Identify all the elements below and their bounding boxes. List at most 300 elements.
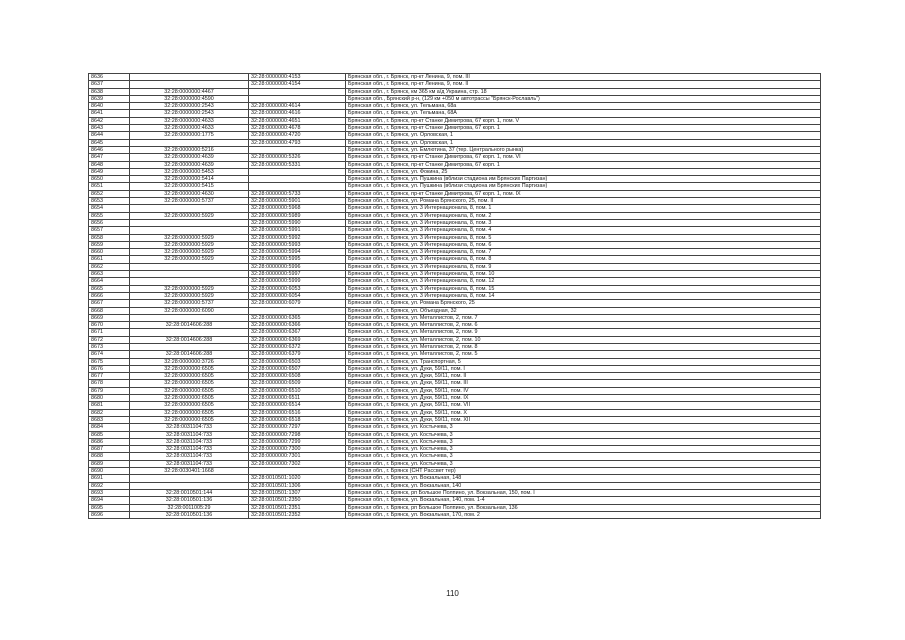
address-cell: Брянская обл., г. Брянск, ул. Романа Брянского, 25 xyxy=(346,300,821,307)
table-row xyxy=(89,468,821,475)
table-row xyxy=(89,351,821,358)
cadastral-number-cell: 32:28:0000000:1775 xyxy=(130,132,249,139)
table-row xyxy=(89,183,821,190)
row-number-cell: 8651 xyxy=(89,183,130,190)
row-number-cell: 8640 xyxy=(89,103,130,110)
object-cadastral-number-cell: 32:28:0000000:5326 xyxy=(249,154,346,161)
row-number-cell: 8654 xyxy=(89,205,130,212)
cadastral-number-cell: 32:28:0031104:733 xyxy=(130,438,249,445)
object-cadastral-number-cell: 32:28:0000000:4616 xyxy=(249,110,346,117)
row-number-cell: 8642 xyxy=(89,117,130,124)
row-number-cell: 8665 xyxy=(89,285,130,292)
object-cadastral-number-cell: 32:28:0000000:6379 xyxy=(249,351,346,358)
row-number-cell: 8696 xyxy=(89,511,130,518)
address-cell: Брянская обл., г. Брянск, ул. Тельмана, 68А xyxy=(346,110,821,117)
cadastral-number-cell: 32:28:0031104:733 xyxy=(130,446,249,453)
table-row xyxy=(89,278,821,285)
address-cell: Брянская обл., г. Брянск, пр-кт Станке Димитрова, 67 корп. 1 xyxy=(346,161,821,168)
cadastral-number-cell: 32:28:0010501:136 xyxy=(130,511,249,518)
table-row xyxy=(89,307,821,314)
table-row xyxy=(89,373,821,380)
row-number-cell: 8684 xyxy=(89,424,130,431)
object-cadastral-number-cell: 32:28:0000000:6367 xyxy=(249,329,346,336)
cadastral-number-cell: 32:28:0011005:29 xyxy=(130,504,249,511)
cadastral-number-cell: 32:28:0000000:4639 xyxy=(130,161,249,168)
table-row xyxy=(89,416,821,423)
cadastral-number-cell: 32:28:0000000:4590 xyxy=(130,95,249,102)
object-cadastral-number-cell xyxy=(249,88,346,95)
table-row xyxy=(89,329,821,336)
address-cell: Брянская обл., г. Брянск, ул. 3 Интернационала, 8, пом. 9 xyxy=(346,263,821,270)
object-cadastral-number-cell: 32:28:0000000:5331 xyxy=(249,161,346,168)
cadastral-number-cell: 32:28:0000000:5737 xyxy=(130,300,249,307)
row-number-cell: 8678 xyxy=(89,380,130,387)
address-cell: Брянская обл., г. Брянск, ул. Дуки, 59/11, пом. X xyxy=(346,409,821,416)
cadastral-number-cell: 32:28:0000000:6505 xyxy=(130,416,249,423)
address-cell: Брянская обл., г. Брянск, ул. 3 Интернационала, 8, пом. 12 xyxy=(346,278,821,285)
address-cell: Брянская обл., г. Брянск, ул. Металлистов, 2, пом. 5 xyxy=(346,351,821,358)
cadastral-number-cell: 32:28:0000000:5929 xyxy=(130,256,249,263)
cadastral-number-cell: 32:28:0000000:4633 xyxy=(130,125,249,132)
object-cadastral-number-cell: 32:28:0000000:4154 xyxy=(249,81,346,88)
table-row xyxy=(89,424,821,431)
table-row xyxy=(89,234,821,241)
cadastral-number-cell xyxy=(130,314,249,321)
address-cell: Брянская обл., г. Брянск, ул. 3 Интернационала, 8, пом. 2 xyxy=(346,212,821,219)
table-row xyxy=(89,489,821,496)
object-cadastral-number-cell: 32:28:0000000:5995 xyxy=(249,256,346,263)
object-cadastral-number-cell xyxy=(249,468,346,475)
cadastral-number-cell: 32:28:0031104:733 xyxy=(130,460,249,467)
address-cell: Брянская обл., г. Брянск, ул. Тельмана, 68а xyxy=(346,103,821,110)
object-cadastral-number-cell: 32:28:0000000:5993 xyxy=(249,241,346,248)
row-number-cell: 8677 xyxy=(89,373,130,380)
address-cell: Брянская обл., г. Брянск, ул. Металлистов, 2, пом. 6 xyxy=(346,322,821,329)
cadastral-number-cell: 32:28:0000000:5453 xyxy=(130,168,249,175)
row-number-cell: 8647 xyxy=(89,154,130,161)
object-cadastral-number-cell: 32:28:0000000:7300 xyxy=(249,446,346,453)
table-row xyxy=(89,358,821,365)
object-cadastral-number-cell xyxy=(249,183,346,190)
address-cell: Брянская обл., г. Брянск, ул. 3 Интернационала, 8, пом. 14 xyxy=(346,292,821,299)
cadastral-number-cell xyxy=(130,81,249,88)
object-cadastral-number-cell: 32:28:0000000:4793 xyxy=(249,139,346,146)
object-cadastral-number-cell xyxy=(249,176,346,183)
table-row xyxy=(89,292,821,299)
row-number-cell: 8671 xyxy=(89,329,130,336)
cadastral-number-cell xyxy=(130,74,249,81)
table-row xyxy=(89,139,821,146)
table-row xyxy=(89,110,821,117)
address-cell: Брянская обл., г. Брянск, ул. Костычева, 3 xyxy=(346,438,821,445)
cadastral-number-cell: 32:28:0000000:5929 xyxy=(130,212,249,219)
address-cell: Брянская обл., г. Брянск, ул. Объездная, 32 xyxy=(346,307,821,314)
address-cell: Брянская обл., г. Брянск, пр-кт Станке Димитрова, 67 корп. 1, пом. VI xyxy=(346,154,821,161)
object-cadastral-number-cell xyxy=(249,95,346,102)
object-cadastral-number-cell: 32:28:0000000:5968 xyxy=(249,205,346,212)
object-cadastral-number-cell: 32:28:0000000:5990 xyxy=(249,219,346,226)
table-row xyxy=(89,125,821,132)
object-cadastral-number-cell: 32:28:0000000:6369 xyxy=(249,336,346,343)
address-cell: Брянская обл., г. Брянск, км 365 км а/д Украина, стр. 18 xyxy=(346,88,821,95)
table-row xyxy=(89,198,821,205)
object-cadastral-number-cell: 32:28:0000000:7297 xyxy=(249,424,346,431)
table-row xyxy=(89,227,821,234)
row-number-cell: 8689 xyxy=(89,460,130,467)
object-cadastral-number-cell: 32:28:0000000:4153 xyxy=(249,74,346,81)
address-cell: Брянская обл., г. Брянск, ул. Вокзальная, 140, пом. 1-4 xyxy=(346,497,821,504)
cadastral-number-cell: 32:28:0000000:5415 xyxy=(130,183,249,190)
table-row xyxy=(89,263,821,270)
address-cell: Брянская обл., г. Брянск, ул. Орловская, 1 xyxy=(346,139,821,146)
cadastral-number-cell: 32:28:0000000:5929 xyxy=(130,285,249,292)
object-cadastral-number-cell: 32:28:0000000:7299 xyxy=(249,438,346,445)
cadastral-number-cell xyxy=(130,227,249,234)
cadastral-number-cell: 32:28:0014606:288 xyxy=(130,351,249,358)
table-row xyxy=(89,380,821,387)
row-number-cell: 8693 xyxy=(89,489,130,496)
cadastral-number-cell: 32:28:0000000:6505 xyxy=(130,402,249,409)
row-number-cell: 8668 xyxy=(89,307,130,314)
table-row xyxy=(89,176,821,183)
cadastral-number-cell xyxy=(130,219,249,226)
object-cadastral-number-cell: 32:28:0000000:6054 xyxy=(249,292,346,299)
row-number-cell: 8690 xyxy=(89,468,130,475)
address-cell: Брянская обл., г. Брянск, ул. Костычева, 3 xyxy=(346,424,821,431)
object-cadastral-number-cell: 32:28:0000000:6079 xyxy=(249,300,346,307)
table-row xyxy=(89,453,821,460)
cadastral-number-cell: 32:28:0000000:6505 xyxy=(130,409,249,416)
address-cell: Брянская обл., Брянский р-н, (129 км +050 м автотрассы "Брянск-Рославль") xyxy=(346,95,821,102)
address-cell: Брянская обл., г. Брянск, ул. Дуки, 59/11, пом. IX xyxy=(346,395,821,402)
table-row xyxy=(89,249,821,256)
row-number-cell: 8661 xyxy=(89,256,130,263)
row-number-cell: 8675 xyxy=(89,358,130,365)
cadastral-number-cell xyxy=(130,263,249,270)
row-number-cell: 8687 xyxy=(89,446,130,453)
object-cadastral-number-cell: 32:28:0000000:5733 xyxy=(249,190,346,197)
row-number-cell: 8681 xyxy=(89,402,130,409)
address-cell: Брянская обл., г. Брянск, ул. Пушкина (вблизи стадиона им Брянских Партизан) xyxy=(346,176,821,183)
object-cadastral-number-cell: 32:28:0000000:6372 xyxy=(249,343,346,350)
table-row xyxy=(89,103,821,110)
cadastral-number-cell xyxy=(130,278,249,285)
row-number-cell: 8692 xyxy=(89,482,130,489)
address-cell: Брянская обл., г. Брянск, ул. Дуки, 59/11, пом. VII xyxy=(346,402,821,409)
cadastral-number-cell: 32:28:0014606:288 xyxy=(130,322,249,329)
table-row xyxy=(89,395,821,402)
row-number-cell: 8636 xyxy=(89,74,130,81)
row-number-cell: 8659 xyxy=(89,241,130,248)
object-cadastral-number-cell: 32:28:0000000:6365 xyxy=(249,314,346,321)
object-cadastral-number-cell: 32:28:0000000:5991 xyxy=(249,227,346,234)
cadastral-number-cell: 32:28:0010501:136 xyxy=(130,497,249,504)
row-number-cell: 8667 xyxy=(89,300,130,307)
address-cell: Брянская обл., г. Брянск, ул. 3 Интернационала, 8, пом. 6 xyxy=(346,241,821,248)
address-cell: Брянская обл., г. Брянск, ул. 3 Интернационала, 8, пом. 5 xyxy=(346,234,821,241)
object-cadastral-number-cell: 32:28:0000000:4614 xyxy=(249,103,346,110)
cadastral-number-cell: 32:28:0000000:4633 xyxy=(130,117,249,124)
address-cell: Брянская обл., г. Брянск, ул. Костычева, 3 xyxy=(346,431,821,438)
object-cadastral-number-cell: 32:28:0000000:6511 xyxy=(249,395,346,402)
object-cadastral-number-cell: 32:28:0000000:6507 xyxy=(249,365,346,372)
object-cadastral-number-cell: 32:28:0000000:6509 xyxy=(249,380,346,387)
row-number-cell: 8644 xyxy=(89,132,130,139)
object-cadastral-number-cell: 32:28:0000000:5999 xyxy=(249,278,346,285)
table-row xyxy=(89,95,821,102)
cadastral-number-cell xyxy=(130,482,249,489)
object-cadastral-number-cell: 32:28:0000000:6516 xyxy=(249,409,346,416)
address-cell: Брянская обл., г. Брянск, ул. Металлистов, 2, пом. 9 xyxy=(346,329,821,336)
table-row xyxy=(89,81,821,88)
row-number-cell: 8695 xyxy=(89,504,130,511)
cadastral-number-cell: 32:28:0000000:5929 xyxy=(130,241,249,248)
table-row xyxy=(89,154,821,161)
table-row xyxy=(89,402,821,409)
address-cell: Брянская обл., г. Брянск, ул. 3 Интернационала, 8, пом. 1 xyxy=(346,205,821,212)
row-number-cell: 8694 xyxy=(89,497,130,504)
object-cadastral-number-cell: 32:28:0000000:6510 xyxy=(249,387,346,394)
table-row xyxy=(89,460,821,467)
address-cell: Брянская обл., г. Брянск, ул. 3 Интернационала, 8, пом. 10 xyxy=(346,271,821,278)
object-cadastral-number-cell: 32:28:0000000:7298 xyxy=(249,431,346,438)
cadastral-number-cell: 32:28:0000000:3726 xyxy=(130,358,249,365)
table-row xyxy=(89,511,821,518)
object-cadastral-number-cell: 32:28:0000000:4678 xyxy=(249,125,346,132)
row-number-cell: 8655 xyxy=(89,212,130,219)
address-cell: Брянская обл., г. Брянск, ул. 3 Интернационала, 8, пом. 4 xyxy=(346,227,821,234)
table-row xyxy=(89,300,821,307)
cadastral-number-cell: 32:28:0010501:144 xyxy=(130,489,249,496)
row-number-cell: 8686 xyxy=(89,438,130,445)
object-cadastral-number-cell: 32:28:0000000:4720 xyxy=(249,132,346,139)
object-cadastral-number-cell xyxy=(249,307,346,314)
cadastral-number-cell xyxy=(130,271,249,278)
object-cadastral-number-cell xyxy=(249,146,346,153)
row-number-cell: 8648 xyxy=(89,161,130,168)
cadastral-number-cell: 32:28:0000000:4467 xyxy=(130,88,249,95)
cadastral-number-cell: 32:28:0031104:733 xyxy=(130,453,249,460)
table-row xyxy=(89,504,821,511)
address-cell: Брянская обл., г. Брянск, ул. 3 Интернационала, 8, пом. 8 xyxy=(346,256,821,263)
object-cadastral-number-cell: 32:28:0000000:5996 xyxy=(249,263,346,270)
table-row xyxy=(89,161,821,168)
row-number-cell: 8638 xyxy=(89,88,130,95)
table-row xyxy=(89,497,821,504)
cadastral-number-cell: 32:28:0000000:5414 xyxy=(130,176,249,183)
cadastral-number-cell: 32:28:0000000:2543 xyxy=(130,110,249,117)
object-cadastral-number-cell: 32:28:0000000:4651 xyxy=(249,117,346,124)
row-number-cell: 8679 xyxy=(89,387,130,394)
object-cadastral-number-cell: 32:28:0010501:1307 xyxy=(249,489,346,496)
cadastral-number-cell: 32:28:0000000:4639 xyxy=(130,154,249,161)
table-row xyxy=(89,190,821,197)
object-cadastral-number-cell: 32:28:0010501:2352 xyxy=(249,511,346,518)
cadastral-number-cell: 32:28:0000000:5216 xyxy=(130,146,249,153)
address-cell: Брянская обл., г. Брянск, ул. Фокина, 25 xyxy=(346,168,821,175)
table-row xyxy=(89,74,821,81)
table-row xyxy=(89,314,821,321)
address-cell: Брянская обл., г. Брянск, ул. Металлистов, 2, пом. 10 xyxy=(346,336,821,343)
registry-table-body xyxy=(89,74,821,519)
page-number: 110 xyxy=(446,589,459,598)
table-row xyxy=(89,482,821,489)
table-row xyxy=(89,409,821,416)
cadastral-number-cell: 32:28:0000000:6505 xyxy=(130,380,249,387)
table-row xyxy=(89,336,821,343)
row-number-cell: 8653 xyxy=(89,198,130,205)
address-cell: Брянская обл., г. Брянск, ул. Орловская, 1 xyxy=(346,132,821,139)
address-cell: Брянская обл., г. Брянск (СНТ Рассвет тер) xyxy=(346,468,821,475)
row-number-cell: 8674 xyxy=(89,351,130,358)
cadastral-number-cell: 32:28:0000000:6505 xyxy=(130,387,249,394)
row-number-cell: 8646 xyxy=(89,146,130,153)
row-number-cell: 8643 xyxy=(89,125,130,132)
object-cadastral-number-cell: 32:28:0000000:6514 xyxy=(249,402,346,409)
cadastral-number-cell: 32:28:0031104:733 xyxy=(130,431,249,438)
object-cadastral-number-cell: 32:28:0000000:5997 xyxy=(249,271,346,278)
object-cadastral-number-cell: 32:28:0010501:1306 xyxy=(249,482,346,489)
row-number-cell: 8650 xyxy=(89,176,130,183)
address-cell: Брянская обл., г. Брянск, ул. Костычева, 3 xyxy=(346,446,821,453)
row-number-cell: 8666 xyxy=(89,292,130,299)
table-row xyxy=(89,117,821,124)
cadastral-number-cell: 32:28:0000000:5929 xyxy=(130,234,249,241)
object-cadastral-number-cell: 32:28:0000000:6518 xyxy=(249,416,346,423)
object-cadastral-number-cell: 32:28:0000000:7302 xyxy=(249,460,346,467)
address-cell: Брянская обл., г. Брянск, ул. Вокзальная, 148 xyxy=(346,475,821,482)
cadastral-number-cell: 32:28:0031104:733 xyxy=(130,424,249,431)
row-number-cell: 8664 xyxy=(89,278,130,285)
address-cell: Брянская обл., г. Брянск, ул. Металлистов, 2, пом. 7 xyxy=(346,314,821,321)
address-cell: Брянская обл., г. Брянск, ул. Дуки, 59/11, пом. II xyxy=(346,373,821,380)
table-row xyxy=(89,271,821,278)
row-number-cell: 8656 xyxy=(89,219,130,226)
table-row xyxy=(89,343,821,350)
object-cadastral-number-cell: 32:28:0010501:1020 xyxy=(249,475,346,482)
object-cadastral-number-cell: 32:28:0010501:2351 xyxy=(249,504,346,511)
cadastral-number-cell: 32:28:0000000:5737 xyxy=(130,198,249,205)
cadastral-number-cell: 32:28:0000000:6505 xyxy=(130,373,249,380)
object-cadastral-number-cell: 32:28:0000000:6503 xyxy=(249,358,346,365)
address-cell: Брянская обл., г. Брянск, ул. Костычева, 3 xyxy=(346,453,821,460)
cadastral-number-cell xyxy=(130,329,249,336)
row-number-cell: 8680 xyxy=(89,395,130,402)
row-number-cell: 8683 xyxy=(89,416,130,423)
table-row xyxy=(89,256,821,263)
row-number-cell: 8662 xyxy=(89,263,130,270)
address-cell: Брянская обл., г. Брянск, ул. Дуки, 59/11, пом. I xyxy=(346,365,821,372)
cadastral-number-cell xyxy=(130,205,249,212)
row-number-cell: 8658 xyxy=(89,234,130,241)
cadastral-number-cell: 32:28:0000000:6505 xyxy=(130,365,249,372)
address-cell: Брянская обл., г. Брянск, ул. Дуки, 59/11, пом. XII xyxy=(346,416,821,423)
object-cadastral-number-cell: 32:28:0000000:5994 xyxy=(249,249,346,256)
row-number-cell: 8660 xyxy=(89,249,130,256)
table-row xyxy=(89,285,821,292)
address-cell: Брянская обл., г. Брянск, ул. Дуки, 59/11, пом. III xyxy=(346,380,821,387)
address-cell: Брянская обл., г. Брянск, ул. Металлистов, 2, пом. 8 xyxy=(346,343,821,350)
table-row xyxy=(89,205,821,212)
address-cell: Брянская обл., г. Брянск, ул. 3 Интернационала, 8, пом. 3 xyxy=(346,219,821,226)
cadastral-number-cell: 32:28:0000000:5929 xyxy=(130,292,249,299)
row-number-cell: 8688 xyxy=(89,453,130,460)
object-cadastral-number-cell: 32:28:0000000:6053 xyxy=(249,285,346,292)
row-number-cell: 8639 xyxy=(89,95,130,102)
row-number-cell: 8676 xyxy=(89,365,130,372)
address-cell: Брянская обл., г. Брянск, ул. Дуки, 59/11, пом. IV xyxy=(346,387,821,394)
object-cadastral-number-cell xyxy=(249,168,346,175)
table-row xyxy=(89,168,821,175)
cadastral-number-cell: 32:28:0000000:2543 xyxy=(130,103,249,110)
table-row xyxy=(89,431,821,438)
address-cell: Брянская обл., г. Брянск, рп Большое Полпино, ул. Вокзальная, 150, пом. I xyxy=(346,489,821,496)
table-row xyxy=(89,88,821,95)
row-number-cell: 8641 xyxy=(89,110,130,117)
cadastral-number-cell: 32:28:0000000:6090 xyxy=(130,307,249,314)
address-cell: Брянская обл., г. Брянск, пр-кт Ленина, 9, пом. III xyxy=(346,74,821,81)
address-cell: Брянская обл., г. Брянск, пр-кт Ленина, 9, пом. II xyxy=(346,81,821,88)
table-row xyxy=(89,438,821,445)
row-number-cell: 8669 xyxy=(89,314,130,321)
cadastral-number-cell xyxy=(130,343,249,350)
row-number-cell: 8670 xyxy=(89,322,130,329)
table-row xyxy=(89,212,821,219)
address-cell: Брянская обл., г. Брянск, ул. 3 Интернационала, 8, пом. 15 xyxy=(346,285,821,292)
table-row xyxy=(89,219,821,226)
object-cadastral-number-cell: 32:28:0000000:5992 xyxy=(249,234,346,241)
address-cell: Брянская обл., г. Брянск, пр-кт Станке Димитрова, 67 корп. 1, пом. IX xyxy=(346,190,821,197)
row-number-cell: 8691 xyxy=(89,475,130,482)
cadastral-number-cell: 32:28:0000000:5929 xyxy=(130,249,249,256)
cadastral-number-cell xyxy=(130,475,249,482)
object-cadastral-number-cell: 32:28:0000000:6366 xyxy=(249,322,346,329)
row-number-cell: 8685 xyxy=(89,431,130,438)
address-cell: Брянская обл., г. Брянск, рп Большое Полпино, ул. Вокзальная, 136 xyxy=(346,504,821,511)
object-cadastral-number-cell: 32:28:0010501:2350 xyxy=(249,497,346,504)
row-number-cell: 8645 xyxy=(89,139,130,146)
cadastral-number-cell: 32:28:0000000:4630 xyxy=(130,190,249,197)
row-number-cell: 8682 xyxy=(89,409,130,416)
address-cell: Брянская обл., г. Брянск, ул. Емлютина, 37 (тер. Центрального рынка) xyxy=(346,146,821,153)
table-row xyxy=(89,132,821,139)
address-cell: Брянская обл., г. Брянск, ул. Вокзальная, 170, пом. 2 xyxy=(346,511,821,518)
object-cadastral-number-cell: 32:28:0000000:5989 xyxy=(249,212,346,219)
object-cadastral-number-cell: 32:28:0000000:6508 xyxy=(249,373,346,380)
row-number-cell: 8652 xyxy=(89,190,130,197)
address-cell: Брянская обл., г. Брянск, пр-кт Станке Димитрова, 67 корп. 1 xyxy=(346,125,821,132)
row-number-cell: 8657 xyxy=(89,227,130,234)
address-cell: Брянская обл., г. Брянск, ул. Костычева, 3 xyxy=(346,460,821,467)
table-row xyxy=(89,446,821,453)
row-number-cell: 8637 xyxy=(89,81,130,88)
address-cell: Брянская обл., г. Брянск, ул. Пушкина (вблизи стадиона им Брянских Партизан) xyxy=(346,183,821,190)
table-row xyxy=(89,241,821,248)
address-cell: Брянская обл., г. Брянск, ул. Транспортная, 5 xyxy=(346,358,821,365)
address-cell: Брянская обл., г. Брянск, ул. Романа Брянского, 25, пом. II xyxy=(346,198,821,205)
cadastral-number-cell: 32:28:0014606:288 xyxy=(130,336,249,343)
object-cadastral-number-cell: 32:28:0000000:5901 xyxy=(249,198,346,205)
row-number-cell: 8672 xyxy=(89,336,130,343)
cadastral-number-cell: 32:28:0000000:6505 xyxy=(130,395,249,402)
address-cell: Брянская обл., г. Брянск, ул. Вокзальная, 140 xyxy=(346,482,821,489)
cadastral-number-cell xyxy=(130,139,249,146)
row-number-cell: 8649 xyxy=(89,168,130,175)
table-row xyxy=(89,475,821,482)
row-number-cell: 8673 xyxy=(89,343,130,350)
table-row xyxy=(89,322,821,329)
address-cell: Брянская обл., г. Брянск, ул. 3 Интернационала, 8, пом. 7 xyxy=(346,249,821,256)
